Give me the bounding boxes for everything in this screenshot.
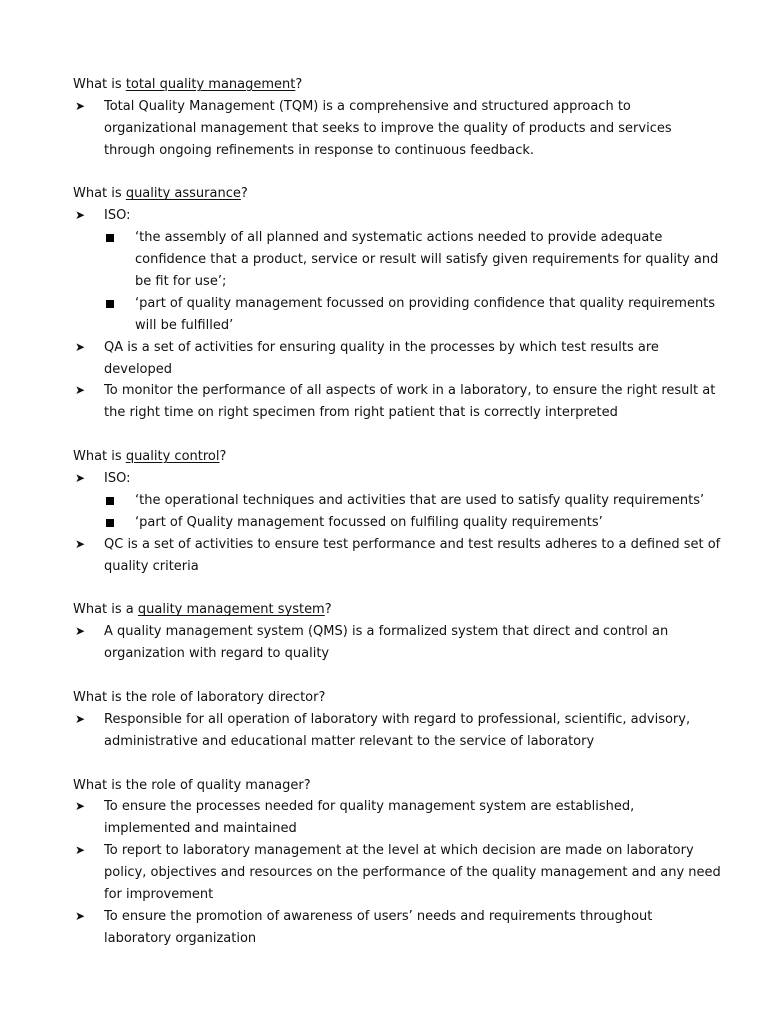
arrow-bullet-item: ➤ QC is a set of activities to ensure test performance and test results adheres to a defined set of [73, 534, 708, 556]
bullet-continuation: will be fulfilled’ [135, 317, 234, 333]
arrow-bullet-icon: ➤ [74, 98, 86, 113]
arrow-bullet-item: ➤ To monitor the performance of all aspects of work in a laboratory, to ensure the right result at [73, 380, 708, 402]
arrow-bullet-icon: ➤ [74, 383, 86, 398]
arrow-bullet-icon: ➤ [74, 339, 86, 354]
arrow-bullet-item: ➤ To report to laboratory management at the level at which decision are made on laboratory [73, 840, 708, 862]
bullet-continuation: quality criteria [104, 558, 199, 574]
arrow-bullet-icon: ➤ [74, 536, 86, 551]
bullet-continuation: administrative and educational matter relevant to the service of laboratory [104, 733, 595, 749]
bullet-continuation: confidence that a product, service or result will satisfy given requirements for quality and [135, 252, 719, 268]
term-link: total quality management [125, 77, 296, 92]
bullet-continuation: for improvement [104, 886, 214, 902]
square-bullet-item: ‘part of quality management focussed on providing confidence that quality requirements [73, 293, 708, 315]
term-link: quality assurance [125, 186, 241, 202]
term-link: quality management system [137, 602, 325, 618]
bullet-continuation: the right time on right specimen from right patient that is correctly interpreted [104, 405, 618, 421]
arrow-bullet-item: ➤ A quality management system (QMS) is a formalized system that direct and control an [73, 621, 708, 643]
arrow-bullet-icon: ➤ [74, 624, 86, 639]
bullet-continuation: be fit for use’; [135, 274, 227, 290]
question-heading-qms: What is a quality management system? [73, 602, 332, 618]
square-bullet-icon [106, 519, 114, 527]
bullet-continuation: developed [104, 361, 173, 377]
arrow-bullet-item: ➤ ISO: [73, 468, 708, 490]
arrow-bullet-icon: ➤ [74, 843, 86, 858]
arrow-bullet-icon: ➤ [74, 208, 86, 223]
square-bullet-icon [106, 234, 114, 242]
arrow-bullet-item: ➤ To ensure the promotion of awareness of users’ needs and requirements throughout [73, 906, 708, 928]
bullet-continuation: implemented and maintained [104, 821, 297, 837]
bullet-continuation: through ongoing refinements in response to continuous feedback. [104, 142, 535, 158]
arrow-bullet-icon: ➤ [74, 908, 86, 923]
question-heading-quality-manager: What is the role of quality manager? [73, 777, 311, 793]
square-bullet-icon [106, 300, 114, 308]
arrow-bullet-item: ➤ To ensure the processes needed for quality management system are established, [73, 796, 708, 818]
question-heading-qa: What is quality assurance? [73, 186, 248, 202]
bullet-continuation: policy, objectives and resources on the performance of the quality management and any need [104, 865, 721, 881]
arrow-bullet-item: ➤ QA is a set of activities for ensuring quality in the processes by which test results are [73, 337, 708, 359]
square-bullet-item: ‘the assembly of all planned and systematic actions needed to provide adequate [73, 227, 708, 249]
arrow-bullet-item: ➤ Responsible for all operation of laboratory with regard to professional, scientific, advisory, [73, 709, 708, 731]
bullet-continuation: organizational management that seeks to improve the quality of products and services [104, 120, 672, 136]
question-heading-qc: What is quality control? [73, 449, 227, 465]
question-heading-lab-director: What is the role of laboratory director? [73, 689, 326, 705]
arrow-bullet-icon: ➤ [74, 471, 86, 486]
bullet-continuation: organization with regard to quality [104, 646, 330, 662]
bullet-continuation: laboratory organization [104, 930, 257, 946]
square-bullet-item: ‘the operational techniques and activities that are used to satisfy quality requirements’ [73, 490, 708, 512]
arrow-bullet-icon: ➤ [74, 799, 86, 814]
term-link: quality control [125, 449, 220, 465]
question-heading-tqm: What is total quality management? [73, 77, 303, 92]
square-bullet-item: ‘part of Quality management focussed on fulfiling quality requirements’ [73, 512, 708, 534]
arrow-bullet-item: ➤ Total Quality Management (TQM) is a comprehensive and structured approach to [73, 96, 708, 118]
arrow-bullet-item: ➤ ISO: [73, 205, 708, 227]
square-bullet-icon [106, 497, 114, 505]
arrow-bullet-icon: ➤ [74, 711, 86, 726]
